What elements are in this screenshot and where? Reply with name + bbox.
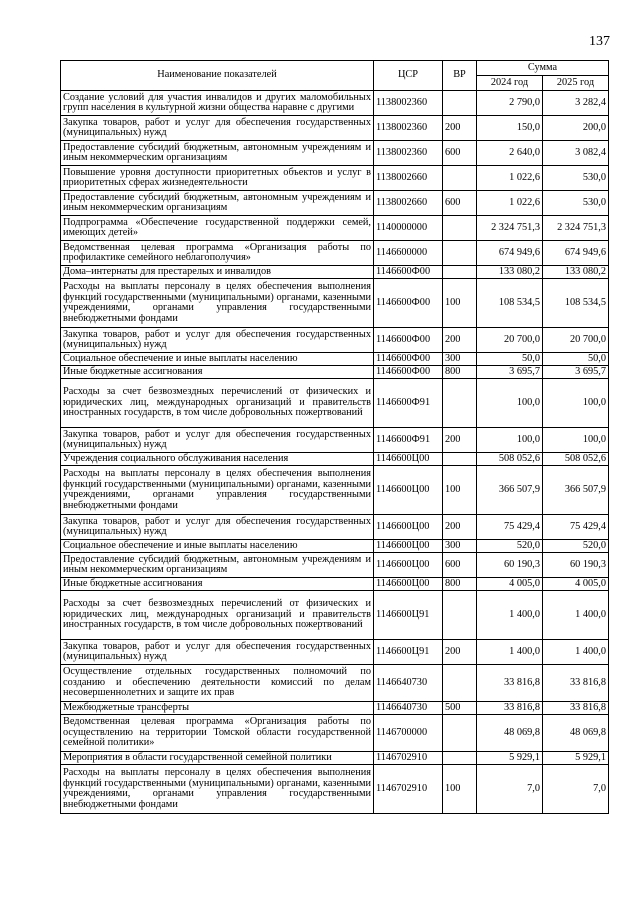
row-name-cell: Закупка товаров, работ и услуг для обеспечения государственных (муниципальных) нужд [61,428,374,453]
row-name-cell: Ведомственная целевая программа «Организация работы по осуществлению на территории Томской области государственной семейной политики» [61,715,374,752]
row-sum-2025-cell: 50,0 [543,353,609,366]
row-name-cell: Предоставление субсидий бюджетным, автономным учреждениям и иным некоммерческим организациям [61,191,374,216]
row-csr-cell: 1146600Ц91 [374,591,443,640]
table-row [61,765,609,814]
row-vr-cell: 500 [443,702,477,715]
table-row [61,665,609,702]
row-csr-cell: 1146600Ц00 [374,515,443,540]
row-name-cell: Дома–интернаты для престарелых и инвалидов [61,266,374,279]
row-sum-2024-cell: 48 069,8 [477,715,543,752]
row-csr-cell: 1146600Ф00 [374,366,443,379]
row-vr-cell: 200 [443,640,477,665]
row-name-cell: Создание условий для участия инвалидов и других маломобильных групп населения в культурной жизни общества наравне с другими [61,91,374,116]
row-csr-cell: 1146600Ц00 [374,540,443,553]
row-csr-cell: 1138002360 [374,141,443,166]
row-sum-2025-cell: 133 080,2 [543,266,609,279]
row-name-cell: Расходы на выплаты персоналу в целях обеспечения выполнения функций государственными (муниципальными) органами, казенными учреждениями, органами управления государственными внебюджетными фондами [61,765,374,814]
header-name: Наименование показателей [61,61,374,91]
header-year-2025: 2025 год [543,76,609,91]
table-row [61,453,609,466]
row-name-cell: Расходы на выплаты персоналу в целях обеспечения выполнения функций государственными (муниципальными) органами, казенными учреждениями, органами управления государственными внебюджетными фондами [61,466,374,515]
row-sum-2024-cell: 2 640,0 [477,141,543,166]
row-name-cell: Закупка товаров, работ и услуг для обеспечения государственных (муниципальных) нужд [61,116,374,141]
row-sum-2025-cell: 2 324 751,3 [543,216,609,241]
table-row [61,116,609,141]
table-row [61,715,609,752]
row-sum-2024-cell: 1 400,0 [477,591,543,640]
row-vr-cell [443,241,477,266]
row-vr-cell [443,453,477,466]
row-csr-cell: 1146600Ф00 [374,266,443,279]
header-vr: ВР [443,61,477,91]
row-sum-2024-cell: 100,0 [477,428,543,453]
row-csr-cell: 1146600Ц00 [374,453,443,466]
header-csr: ЦСР [374,61,443,91]
row-name-cell: Иные бюджетные ассигнования [61,578,374,591]
row-csr-cell: 1146702910 [374,765,443,814]
row-vr-cell: 100 [443,279,477,328]
row-csr-cell: 1146600000 [374,241,443,266]
row-sum-2025-cell: 75 429,4 [543,515,609,540]
row-name-cell: Учреждения социального обслуживания населения [61,453,374,466]
row-sum-2025-cell: 20 700,0 [543,328,609,353]
row-vr-cell: 200 [443,116,477,141]
row-csr-cell: 1138002660 [374,191,443,216]
row-sum-2024-cell: 60 190,3 [477,553,543,578]
row-sum-2024-cell: 674 949,6 [477,241,543,266]
row-sum-2025-cell: 3 695,7 [543,366,609,379]
row-name-cell: Осуществление отдельных государственных полномочий по созданию и обеспечению деятельности комиссий по делам несовершеннолетних и защите их прав [61,665,374,702]
row-vr-cell: 300 [443,540,477,553]
row-sum-2024-cell: 508 052,6 [477,453,543,466]
table-row [61,266,609,279]
row-csr-cell: 1146600Ц00 [374,466,443,515]
row-sum-2025-cell: 1 400,0 [543,591,609,640]
row-sum-2024-cell: 2 324 751,3 [477,216,543,241]
row-vr-cell [443,665,477,702]
row-sum-2025-cell: 48 069,8 [543,715,609,752]
row-vr-cell [443,715,477,752]
row-name-cell: Расходы за счет безвозмездных перечислений от физических и юридических лиц, международных организаций и правительств иностранных государств, в том числе добровольных пожертвований [61,591,374,640]
table-row [61,640,609,665]
row-sum-2024-cell: 1 022,6 [477,191,543,216]
row-sum-2024-cell: 33 816,8 [477,702,543,715]
row-sum-2024-cell: 33 816,8 [477,665,543,702]
table-row [61,328,609,353]
row-sum-2025-cell: 100,0 [543,379,609,428]
row-sum-2024-cell: 108 534,5 [477,279,543,328]
header-sum: Сумма [477,61,609,76]
row-csr-cell: 1146700000 [374,715,443,752]
table-header [61,61,609,91]
row-vr-cell: 600 [443,553,477,578]
row-vr-cell [443,752,477,765]
table-row [61,752,609,765]
row-vr-cell: 800 [443,578,477,591]
table-row [61,515,609,540]
table-row [61,279,609,328]
row-name-cell: Социальное обеспечение и иные выплаты населению [61,353,374,366]
table-row [61,540,609,553]
row-vr-cell: 200 [443,428,477,453]
row-vr-cell [443,591,477,640]
row-vr-cell: 200 [443,515,477,540]
table-row [61,702,609,715]
row-sum-2025-cell: 5 929,1 [543,752,609,765]
row-vr-cell: 300 [443,353,477,366]
budget-table [60,60,609,814]
row-sum-2025-cell: 508 052,6 [543,453,609,466]
row-sum-2024-cell: 20 700,0 [477,328,543,353]
row-vr-cell [443,266,477,279]
header-year-2024: 2024 год [477,76,543,91]
row-vr-cell: 600 [443,141,477,166]
table-row [61,366,609,379]
row-vr-cell: 600 [443,191,477,216]
row-sum-2025-cell: 60 190,3 [543,553,609,578]
row-sum-2025-cell: 366 507,9 [543,466,609,515]
row-vr-cell: 800 [443,366,477,379]
row-sum-2024-cell: 75 429,4 [477,515,543,540]
row-name-cell: Закупка товаров, работ и услуг для обеспечения государственных (муниципальных) нужд [61,515,374,540]
row-csr-cell: 1146702910 [374,752,443,765]
table-row [61,216,609,241]
row-csr-cell: 1146600Ц00 [374,578,443,591]
table-row [61,353,609,366]
row-sum-2025-cell: 3 282,4 [543,91,609,116]
row-sum-2025-cell: 4 005,0 [543,578,609,591]
table-row [61,466,609,515]
row-sum-2024-cell: 520,0 [477,540,543,553]
row-csr-cell: 1146640730 [374,702,443,715]
table-row [61,91,609,116]
row-sum-2025-cell: 520,0 [543,540,609,553]
row-sum-2025-cell: 108 534,5 [543,279,609,328]
row-sum-2024-cell: 7,0 [477,765,543,814]
row-name-cell: Подпрограмма «Обеспечение государственной поддержки семей, имеющих детей» [61,216,374,241]
row-sum-2024-cell: 150,0 [477,116,543,141]
row-csr-cell: 1140000000 [374,216,443,241]
row-sum-2025-cell: 33 816,8 [543,665,609,702]
row-name-cell: Предоставление субсидий бюджетным, автономным учреждениям и иным некоммерческим организациям [61,141,374,166]
row-csr-cell: 1146600Ф00 [374,328,443,353]
row-name-cell: Предоставление субсидий бюджетным, автономным учреждениям и иным некоммерческим организациям [61,553,374,578]
row-name-cell: Мероприятия в области государственной семейной политики [61,752,374,765]
row-name-cell: Расходы за счет безвозмездных перечислений от физических и юридических лиц, международных организаций и правительств иностранных государств, в том числе добровольных пожертвований [61,379,374,428]
row-sum-2024-cell: 4 005,0 [477,578,543,591]
row-sum-2025-cell: 200,0 [543,116,609,141]
row-vr-cell [443,91,477,116]
row-name-cell: Ведомственная целевая программа «Организация работы по профилактике семейного неблагополучия» [61,241,374,266]
row-sum-2025-cell: 33 816,8 [543,702,609,715]
row-sum-2024-cell: 50,0 [477,353,543,366]
row-sum-2025-cell: 530,0 [543,166,609,191]
row-vr-cell [443,379,477,428]
row-csr-cell: 1146600Ф91 [374,379,443,428]
row-sum-2025-cell: 3 082,4 [543,141,609,166]
row-csr-cell: 1146600Ф91 [374,428,443,453]
table-row [61,241,609,266]
table-row [61,166,609,191]
row-sum-2025-cell: 674 949,6 [543,241,609,266]
row-sum-2025-cell: 7,0 [543,765,609,814]
table-body [61,91,609,814]
row-vr-cell [443,216,477,241]
row-sum-2025-cell: 1 400,0 [543,640,609,665]
row-vr-cell: 200 [443,328,477,353]
row-name-cell: Расходы на выплаты персоналу в целях обеспечения выполнения функций государственными (муниципальными) органами, казенными учреждениями, органами управления государственными внебюджетными фондами [61,279,374,328]
row-csr-cell: 1146600Ф00 [374,279,443,328]
row-csr-cell: 1138002660 [374,166,443,191]
row-name-cell: Закупка товаров, работ и услуг для обеспечения государственных (муниципальных) нужд [61,640,374,665]
row-csr-cell: 1146600Ц00 [374,553,443,578]
row-vr-cell [443,166,477,191]
row-name-cell: Повышение уровня доступности приоритетных объектов и услуг в приоритетных сферах жизнедеятельности [61,166,374,191]
row-sum-2025-cell: 100,0 [543,428,609,453]
row-sum-2024-cell: 2 790,0 [477,91,543,116]
row-vr-cell: 100 [443,466,477,515]
row-csr-cell: 1146600Ц91 [374,640,443,665]
row-sum-2025-cell: 530,0 [543,191,609,216]
row-sum-2024-cell: 366 507,9 [477,466,543,515]
table-row [61,553,609,578]
row-name-cell: Закупка товаров, работ и услуг для обеспечения государственных (муниципальных) нужд [61,328,374,353]
row-csr-cell: 1138002360 [374,91,443,116]
row-sum-2024-cell: 5 929,1 [477,752,543,765]
row-sum-2024-cell: 1 022,6 [477,166,543,191]
row-sum-2024-cell: 1 400,0 [477,640,543,665]
row-name-cell: Межбюджетные трансферты [61,702,374,715]
table-row [61,428,609,453]
row-csr-cell: 1138002360 [374,116,443,141]
row-sum-2024-cell: 133 080,2 [477,266,543,279]
table-row [61,191,609,216]
row-vr-cell: 100 [443,765,477,814]
page-number: 137 [589,34,610,49]
row-name-cell: Иные бюджетные ассигнования [61,366,374,379]
table-row [61,141,609,166]
table-row [61,578,609,591]
table-row [61,591,609,640]
row-sum-2024-cell: 100,0 [477,379,543,428]
row-sum-2024-cell: 3 695,7 [477,366,543,379]
row-csr-cell: 1146640730 [374,665,443,702]
row-csr-cell: 1146600Ф00 [374,353,443,366]
table-row [61,379,609,428]
row-name-cell: Социальное обеспечение и иные выплаты населению [61,540,374,553]
